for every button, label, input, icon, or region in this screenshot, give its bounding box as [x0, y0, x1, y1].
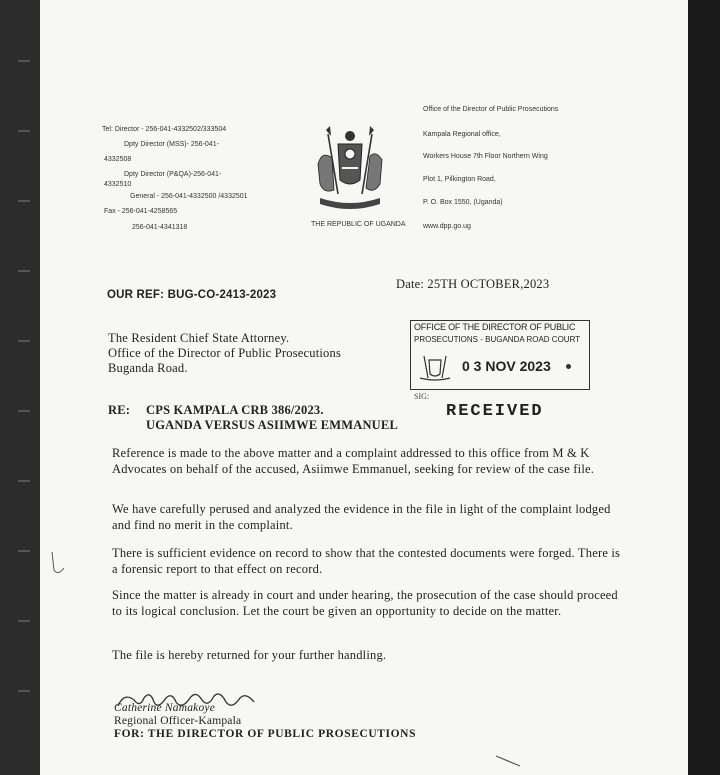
binder-tick	[18, 690, 30, 692]
re-line: CPS KAMPALA CRB 386/2023.	[146, 403, 324, 417]
plot-address: Plot 1, Pilkington Road,	[423, 176, 496, 183]
stamp-court: PROSECUTIONS - BUGANDA ROAD COURT	[414, 335, 581, 344]
binder-edge	[0, 0, 40, 775]
addressee-line: Office of the Director of Public Prosecutions	[108, 346, 342, 360]
our-ref-text: OUR REF: BUG-CO-2413-2023	[107, 289, 277, 301]
paragraph: There is sufficient evidence on record to show that the contested documents were forged. There is a forensic report to that effect on record.	[112, 546, 621, 576]
uganda-coat-of-arms	[312, 124, 388, 220]
letter-date: Date: 25TH OCTOBER,2023	[396, 277, 550, 291]
binder-tick	[18, 620, 30, 622]
paragraph: The file is hereby returned for your further handling.	[112, 648, 387, 662]
binder-tick	[18, 200, 30, 202]
binder-tick	[18, 410, 30, 412]
regional-office: Kampala Regional office,	[423, 131, 501, 138]
stamp-date: 0 3 NOV 2023	[462, 358, 551, 374]
dpty-director-mss: Dpty Director (MSS)- 256-041-	[124, 141, 219, 148]
stamp-office: OFFICE OF THE DIRECTOR OF PUBLIC	[414, 322, 576, 332]
po-box: P. O. Box 1550, (Uganda)	[423, 199, 503, 206]
signatory-title: Regional Officer-Kampala	[114, 715, 242, 727]
stray-mark	[48, 548, 68, 578]
binder-tick	[18, 550, 30, 552]
signatory-for: FOR: THE DIRECTOR OF PUBLIC PROSECUTIONS	[114, 728, 417, 740]
paragraph: We have carefully perused and analyzed the evidence in the file in light of the complaint lodged and find no merit in the complaint.	[112, 502, 611, 532]
binder-tick	[18, 130, 30, 132]
stamp-emblem-icon	[418, 352, 452, 382]
tel-line: Tel: Director - 256-041-4332502/333504	[102, 126, 227, 133]
fax-line-2: 256-041-4341318	[132, 224, 188, 231]
addressee-line: Buganda Road.	[108, 361, 188, 375]
binder-tick	[18, 270, 30, 272]
general-line: General - 256-041-4332500 /4332501	[130, 193, 248, 200]
office-name: Office of the Director of Public Prosecutions	[423, 106, 559, 113]
fax-line: Fax - 256-041-4258565	[104, 208, 178, 215]
stamp-dot	[566, 364, 571, 369]
binder-tick	[18, 480, 30, 482]
signature-block	[114, 702, 624, 741]
building-address: Workers House 7th Floor Northern Wing	[423, 153, 548, 160]
stamp-sig-label: SIG:	[414, 392, 430, 401]
paragraph: Since the matter is already in court and under hearing, the prosecution of the case should proceed to its logical conclusion. Let the court be given an opportunity to decide on the matter.	[112, 588, 618, 618]
binder-tick	[18, 60, 30, 62]
re-block	[108, 403, 508, 433]
re-label: RE:	[108, 403, 131, 417]
stamp-received: RECEIVED	[446, 402, 544, 421]
binder-tick	[18, 340, 30, 342]
addressee-line: The Resident Chief State Attorney.	[108, 331, 290, 345]
signatory-name: Catherine Namakoye	[114, 702, 216, 714]
stray-mark	[494, 752, 524, 768]
paragraph: Reference is made to the above matter and a complaint addressed to this office from M & K Advocates on behalf of the accused, Asiimwe Emmanuel, seeking for review of the case file.	[112, 446, 595, 476]
website: www.dpp.go.ug	[423, 223, 471, 230]
re-line: UGANDA VERSUS ASIIMWE EMMANUEL	[146, 418, 398, 432]
letter-page	[40, 0, 688, 775]
phone-number: 4332508	[104, 156, 132, 163]
phone-number: 4332510	[104, 181, 132, 188]
emblem-caption: THE REPUBLIC OF UGANDA	[311, 221, 406, 228]
dpty-director-pqa: Dpty Director (P&QA)-256-041-	[124, 171, 222, 178]
